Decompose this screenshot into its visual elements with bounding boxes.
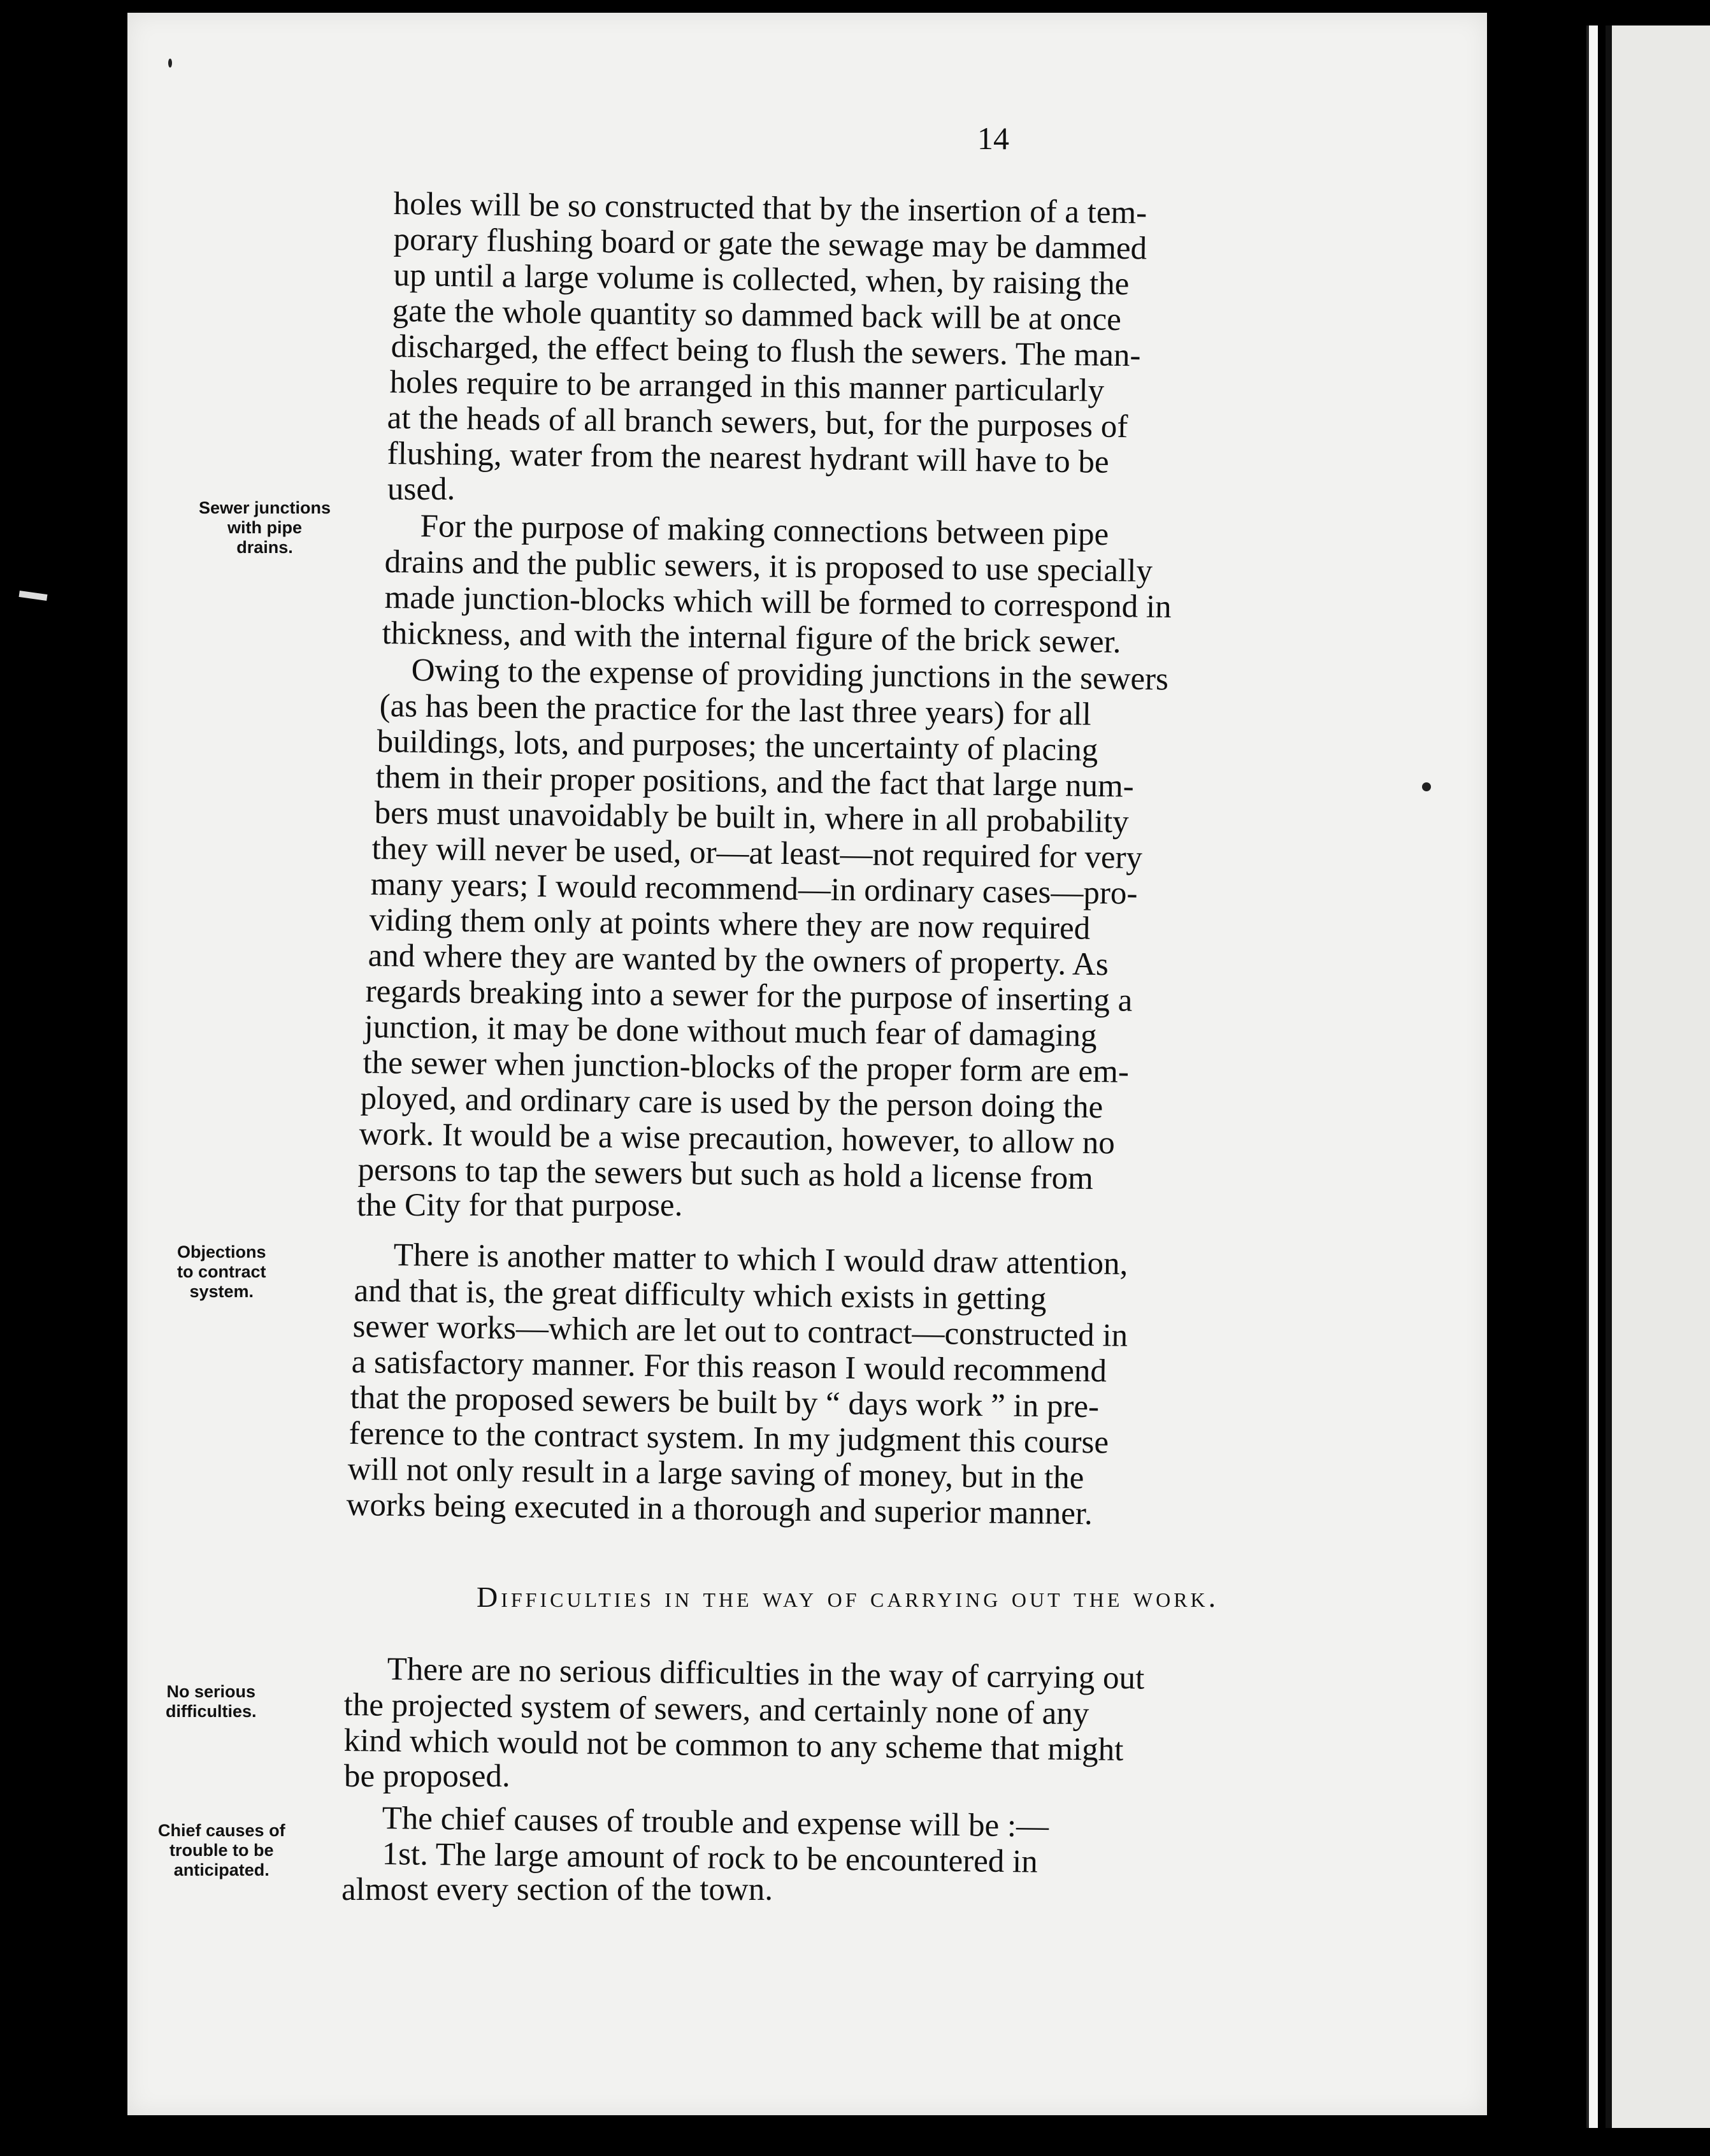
- text-line: that the proposed sewers be built by “ days work ” in pre-: [350, 1380, 1100, 1425]
- text-line: gate the whole quantity so dammed back will be at once: [392, 293, 1122, 338]
- text-line: holes will be so constructed that by the insertion of a tem-: [393, 186, 1147, 231]
- text-line: (as has been the practice for the last three years) for all: [379, 688, 1092, 733]
- text-line: The chief causes of trouble and expense will be :—: [382, 1800, 1049, 1844]
- text-line: the projected system of sewers, and certainly none of any: [343, 1687, 1089, 1732]
- side-note-line: Chief causes of: [158, 1821, 285, 1840]
- text-line: 1st. The large amount of rock to be encountered in: [382, 1836, 1038, 1880]
- text-line: many years; I would recommend—in ordinary cases—pro-: [370, 866, 1138, 912]
- document-page: [127, 13, 1487, 2115]
- ink-speck: [168, 59, 172, 68]
- side-note-objections: [177, 1242, 266, 1302]
- text-line: they will never be used, or—at least—not required for very: [371, 831, 1143, 876]
- text-line: ployed, and ordinary care is used by the person doing the: [360, 1081, 1103, 1126]
- text-line: kind which would not be common to any scheme that might: [343, 1723, 1124, 1768]
- side-note-no-serious: [166, 1682, 257, 1721]
- text-line: viding them only at points where they are now required: [369, 902, 1091, 947]
- text-line: work. It would be a wise precaution, however, to allow no: [359, 1116, 1116, 1161]
- page-number: 14: [977, 120, 1009, 156]
- text-line: Owing to the expense of providing junctions in the sewers: [411, 652, 1169, 698]
- text-line: used.: [387, 471, 456, 507]
- text-line: sewer works—which are let out to contract—constructed in: [352, 1309, 1128, 1354]
- text-line: buildings, lots, and purposes; the uncertainty of placing: [377, 724, 1098, 768]
- text-line: be proposed.: [344, 1758, 510, 1794]
- text-line: persons to tap the sewers but such as hold a license from: [357, 1152, 1094, 1197]
- text-line: drains and the public sewers, it is proposed to use specially: [384, 544, 1153, 589]
- side-note-line: No serious: [166, 1682, 256, 1701]
- side-note-line: anticipated.: [173, 1860, 269, 1879]
- side-note-line: system.: [189, 1282, 254, 1301]
- section-heading: Difficulties in the way of carrying out the work.: [477, 1581, 1219, 1613]
- page-gutter: [1586, 25, 1598, 2128]
- margin-mark: [19, 591, 48, 601]
- text-line: porary flushing board or gate the sewage may be dammed: [393, 222, 1147, 267]
- text-line: works being executed in a thorough and superior manner.: [346, 1487, 1093, 1532]
- side-note-line: difficulties.: [166, 1702, 257, 1721]
- text-line: ference to the contract system. In my judgment this course: [348, 1416, 1109, 1461]
- text-line: and where they are wanted by the owners of property. As: [368, 938, 1109, 983]
- ink-speck: [1422, 782, 1431, 791]
- side-note-line: with pipe: [227, 518, 303, 537]
- text-line: There is another matter to which I would draw attention,: [393, 1237, 1128, 1283]
- side-note-chief-causes: [158, 1821, 285, 1880]
- facing-page-edge: [1606, 25, 1710, 2128]
- text-line: the City for that purpose.: [357, 1188, 683, 1223]
- text-line: There are no serious difficulties in the way of carrying out: [387, 1651, 1145, 1697]
- text-line: a satisfactory manner. For this reason I would recommend: [351, 1344, 1107, 1390]
- side-note-line: Objections: [177, 1242, 266, 1261]
- text-line: flushing, water from the nearest hydrant will have to be: [387, 436, 1109, 480]
- text-line: bers must unavoidably be built in, where in all probability: [374, 795, 1130, 840]
- text-line: junction, it may be done without much fear of damaging: [364, 1009, 1097, 1054]
- side-note-line: Sewer junctions: [199, 498, 331, 517]
- text-line: holes require to be arranged in this manner particularly: [389, 364, 1105, 409]
- side-note-line: drains.: [236, 538, 293, 557]
- side-note-line: trouble to be: [169, 1841, 274, 1860]
- text-line: and that is, the great difficulty which exists in getting: [354, 1273, 1047, 1318]
- text-line: at the heads of all branch sewers, but, for the purposes of: [387, 400, 1128, 445]
- text-line: will not only result in a large saving of money, but in the: [347, 1451, 1084, 1497]
- text-line: For the purpose of making connections between pipe: [420, 508, 1109, 553]
- text-line: made junction-blocks which will be formed to correspond in: [384, 580, 1172, 626]
- text-line: discharged, the effect being to flush the sewers. The man-: [391, 329, 1141, 374]
- side-note-line: to contract: [177, 1262, 266, 1281]
- text-line: almost every section of the town.: [341, 1872, 773, 1908]
- text-line: up until a large volume is collected, when, by raising the: [393, 257, 1130, 303]
- text-line: thickness, and with the internal figure of the brick sewer.: [382, 615, 1121, 661]
- text-line: them in their proper positions, and the fact that large num-: [375, 759, 1135, 805]
- side-note-sewer-junctions: [199, 498, 331, 557]
- text-line: the sewer when junction-blocks of the proper form are em-: [363, 1045, 1130, 1090]
- text-line: regards breaking into a sewer for the purpose of inserting a: [365, 974, 1133, 1019]
